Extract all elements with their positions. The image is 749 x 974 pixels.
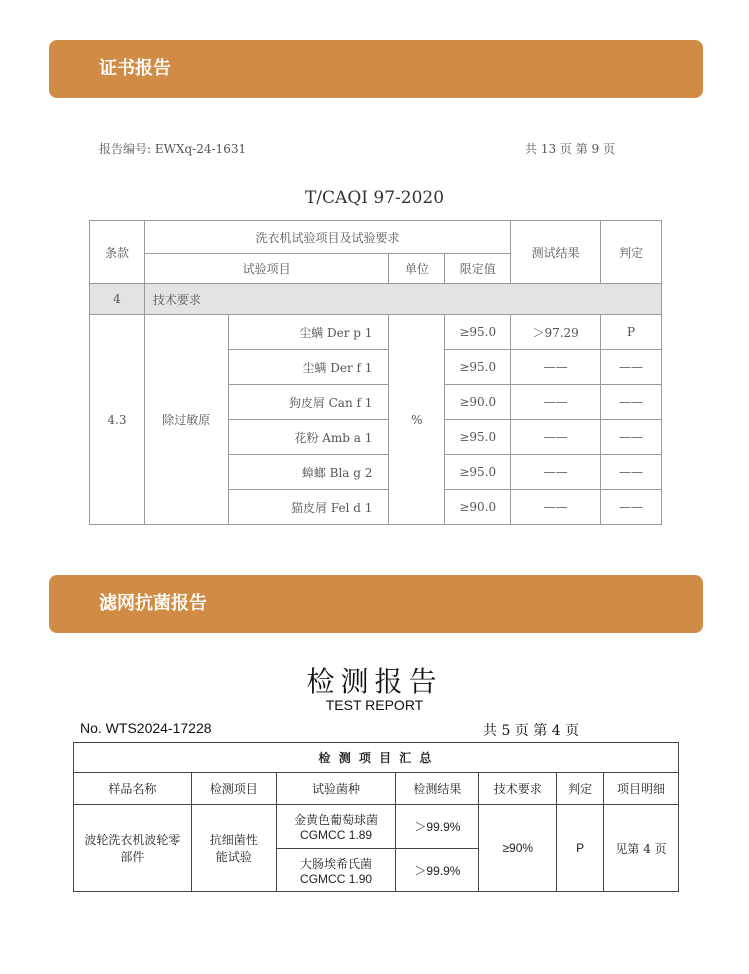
certificate-report-banner: 证书报告 xyxy=(49,40,703,98)
header-clause: 条款 xyxy=(90,221,145,284)
strain-cell xyxy=(276,805,396,849)
header-unit: 单位 xyxy=(389,254,445,284)
sub-label: 除过敏原 xyxy=(144,315,228,525)
report-number: No. WTS2024-17228 xyxy=(80,720,212,736)
result-value: ＞99.9% xyxy=(396,849,479,892)
header-test-item: 检测项目 xyxy=(191,773,276,805)
limit-value: ≥90.0 xyxy=(445,490,511,525)
section-clause: 4 xyxy=(90,284,145,315)
header-result: 检测结果 xyxy=(396,773,479,805)
result-value: ＞99.9% xyxy=(396,805,479,849)
header-limit: 限定值 xyxy=(445,254,511,284)
page-info: 共 5 页 第 4 页 xyxy=(483,723,580,739)
test-item: 狗皮屑 Can f 1 xyxy=(228,385,389,420)
strain-name: 大肠埃希氏菌 xyxy=(300,856,373,871)
test-report-title-en: TEST REPORT xyxy=(325,697,424,713)
test-report-title-cn: 检测报告 xyxy=(306,665,443,698)
judgement-value: —— xyxy=(601,455,662,490)
judgement-value: —— xyxy=(601,385,662,420)
header-strain: 试验菌种 xyxy=(276,773,396,805)
judgement-value: —— xyxy=(601,420,662,455)
header-judgement: 判定 xyxy=(557,773,604,805)
section-label: 技术要求 xyxy=(144,284,661,315)
requirement-value: ≥90% xyxy=(479,805,557,892)
test-item: 尘螨 Der f 1 xyxy=(228,350,389,385)
filter-antibacterial-banner: 滤网抗菌报告 xyxy=(49,575,703,633)
report-number: 报告编号: EWXq-24-1631 xyxy=(99,142,247,156)
header-sample: 样品名称 xyxy=(74,773,192,805)
judgement-value: —— xyxy=(601,490,662,525)
result-value: —— xyxy=(511,385,601,420)
test-item: 花粉 Amb a 1 xyxy=(228,420,389,455)
limit-value: ≥95.0 xyxy=(445,455,511,490)
judgement-value: —— xyxy=(601,350,662,385)
test-item: 尘螨 Der p 1 xyxy=(228,315,389,350)
sample-name: 波轮洗衣机波轮零部件 xyxy=(74,805,192,892)
result-value: —— xyxy=(511,490,601,525)
detail-value: 见第 4 页 xyxy=(604,805,679,892)
test-item: 猫皮屑 Fel d 1 xyxy=(228,490,389,525)
strain-code: CGMCC 1.89 xyxy=(300,828,373,842)
limit-value: ≥90.0 xyxy=(445,385,511,420)
test-item: 抗细菌性能试验 xyxy=(191,805,276,892)
header-group: 洗衣机试验项目及试验要求 xyxy=(144,221,510,254)
limit-value: ≥95.0 xyxy=(445,350,511,385)
limit-value: ≥95.0 xyxy=(445,315,511,350)
header-requirement: 技术要求 xyxy=(479,773,557,805)
antibacterial-summary-table xyxy=(73,742,679,892)
result-value: —— xyxy=(511,350,601,385)
judgement-value: P xyxy=(601,315,662,350)
sub-clause: 4.3 xyxy=(90,315,145,525)
header-judgement: 判定 xyxy=(601,221,662,284)
header-detail: 项目明细 xyxy=(604,773,679,805)
test-item: 蟑螂 Bla g 2 xyxy=(228,455,389,490)
table-row xyxy=(74,805,679,849)
result-value: ＞97.29 xyxy=(511,315,601,350)
table-row xyxy=(90,315,662,350)
unit-value: % xyxy=(389,315,445,525)
judgement-value: P xyxy=(557,805,604,892)
header-item: 试验项目 xyxy=(144,254,389,284)
standard-title: T/CAQI 97-2020 xyxy=(304,188,445,208)
header-result: 测试结果 xyxy=(511,221,601,284)
summary-title: 检 测 项 目 汇 总 xyxy=(74,743,679,773)
limit-value: ≥95.0 xyxy=(445,420,511,455)
page-info: 共 13 页 第 9 页 xyxy=(525,142,615,156)
result-value: —— xyxy=(511,455,601,490)
strain-name: 金黄色葡萄球菌 xyxy=(294,813,379,827)
result-value: —— xyxy=(511,420,601,455)
strain-code: CGMCC 1.90 xyxy=(300,871,373,886)
allergen-test-table xyxy=(89,220,662,525)
strain-cell xyxy=(276,849,396,892)
